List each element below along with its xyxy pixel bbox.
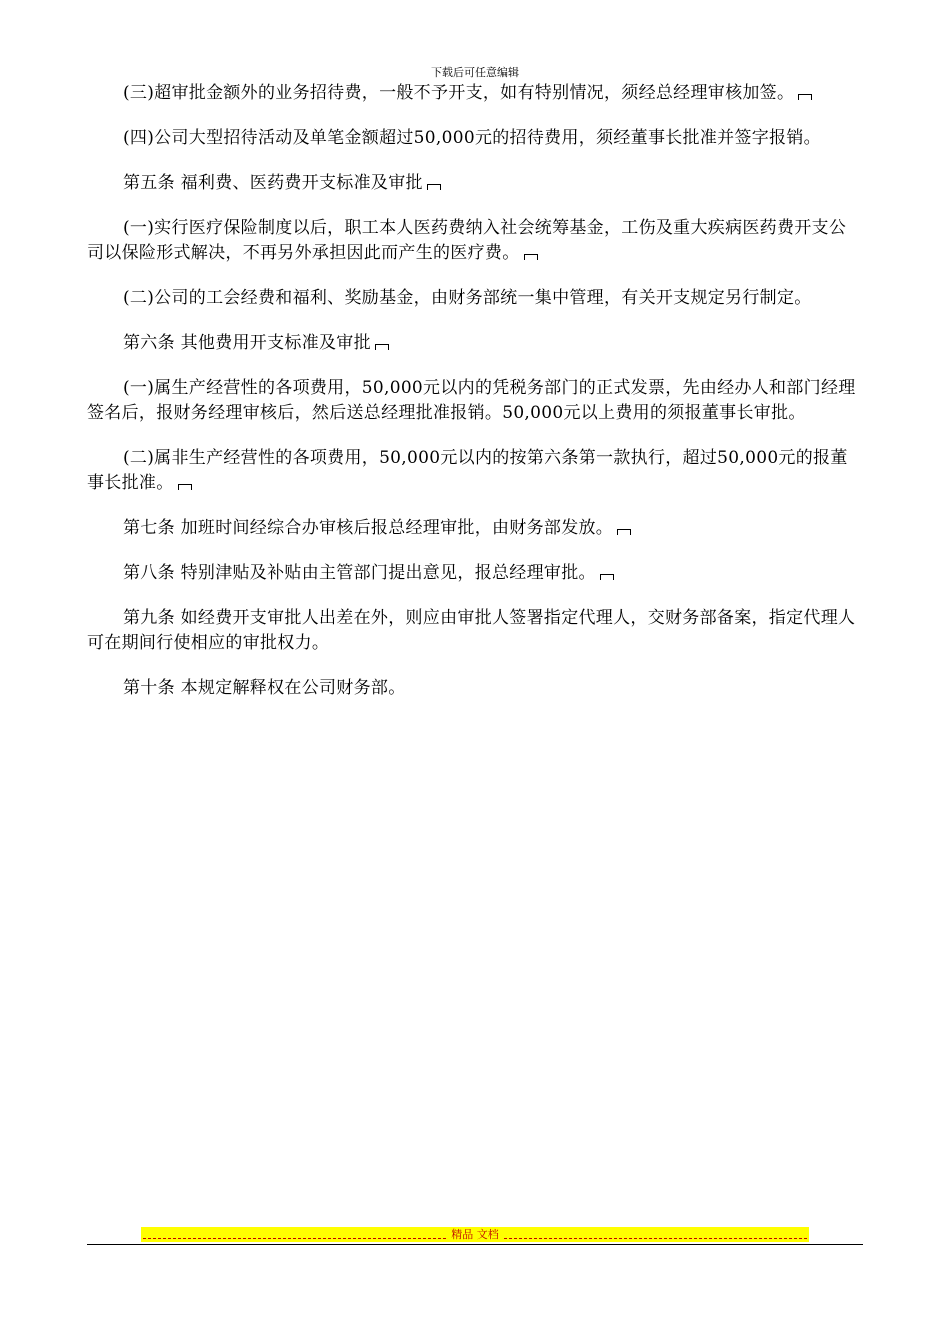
footer-banner [141, 1227, 809, 1242]
paragraph-text: 第五条 福利费、医药费开支标准及审批 [123, 173, 423, 193]
article-paragraph [87, 516, 863, 541]
document-body [87, 81, 863, 721]
paragraph [87, 126, 863, 151]
paragraph-text: 第十条 本规定解释权在公司财务部。 [123, 678, 406, 698]
paragraph-text: 第六条 其他费用开支标准及审批 [123, 333, 371, 353]
paragraph-text: (一)实行医疗保险制度以后，职工本人医药费纳入社会统筹基金，工伤及重大疾病医药费开支公司以保险形式解决，不再另外承担因此而产生的医疗费。 [87, 218, 847, 263]
page-header-note: 下载后可任意编辑 [431, 66, 519, 79]
section-heading [87, 331, 863, 356]
paragraph-mark-icon [178, 484, 192, 490]
paragraph [87, 216, 863, 266]
paragraph-text: 第七条 加班时间经综合办审核后报总经理审批，由财务部发放。 [123, 518, 614, 538]
section-heading [87, 171, 863, 196]
article-paragraph [87, 561, 863, 586]
paragraph-text: (二)公司的工会经费和福利、奖励基金，由财务部统一集中管理，有关开支规定另行制定。 [123, 288, 812, 308]
paragraph-text: (二)属非生产经营性的各项费用，50,000元以内的按第六条第一款执行，超过50,000元的报董事长批准。 [87, 448, 848, 493]
paragraph [87, 81, 863, 106]
footer-dash-right [504, 1231, 807, 1239]
paragraph-text: (四)公司大型招待活动及单笔金额超过50,000元的招待费用，须经董事长批准并签字报销。 [123, 128, 821, 148]
paragraph [87, 286, 863, 311]
paragraph-mark-icon [524, 254, 538, 260]
paragraph-text: 第九条 如经费开支审批人出差在外，则应由审批人签署指定代理人，交财务部备案，指定代理人可在期间行使相应的审批权力。 [87, 608, 856, 653]
paragraph [87, 376, 863, 426]
paragraph-mark-icon [798, 94, 812, 100]
paragraph [87, 446, 863, 496]
paragraph-text: 第八条 特别津贴及补贴由主管部门提出意见，报总经理审批。 [123, 563, 596, 583]
paragraph-mark-icon [375, 344, 389, 350]
article-paragraph [87, 606, 863, 656]
article-paragraph [87, 676, 863, 701]
paragraph-mark-icon [600, 574, 614, 580]
footer-label: 精品 文档 [451, 1228, 499, 1241]
footer-divider [87, 1244, 863, 1245]
paragraph-text: (三)超审批金额外的业务招待费，一般不予开支，如有特别情况，须经总经理审核加签。 [123, 83, 795, 103]
paragraph-text: (一)属生产经营性的各项费用，50,000元以内的凭税务部门的正式发票，先由经办人和部门经理签名后，报财务经理审核后，然后送总经理批准报销。50,000元以上费用的须报董事长审批。 [87, 378, 856, 423]
paragraph-mark-icon [427, 184, 441, 190]
paragraph-mark-icon [617, 529, 631, 535]
footer-dash-left [143, 1231, 446, 1239]
